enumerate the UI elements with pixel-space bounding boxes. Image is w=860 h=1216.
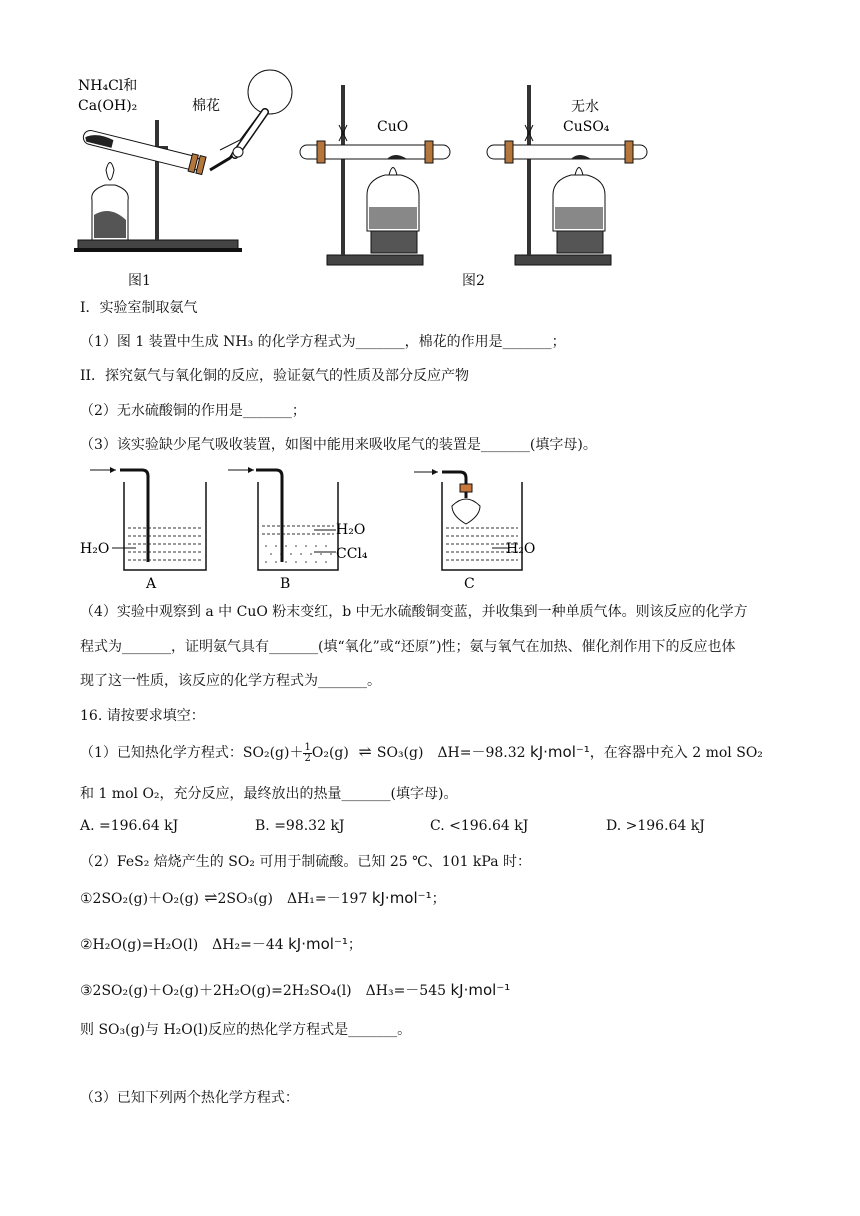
equation-1: ①2SO₂(g)＋O₂(g) ⇌2SO₃(g) ΔH₁=－197 kJ·mol⁻¹； <box>80 888 446 907</box>
equation-3: ③2SO₂(g)＋O₂(g)＋2H₂O(g)=2H₂SO₄(l) ΔH₃=－545 kJ·mol⁻¹ <box>80 981 511 999</box>
question-16-1-line-1: （1）已知热化学方程式：SO₂(g)＋ $\frac{1}{2}$ O₂(g) ⇌ SO₃(g) ΔH=－98.32 kJ·mol⁻¹，在容器中充入 2 mol SO₂ <box>80 741 763 764</box>
figure-1-apparatus <box>70 60 310 265</box>
option-d: D. >196.64 kJ <box>606 818 705 834</box>
absorber-a-letter: A <box>146 576 157 592</box>
question-3: （3）该实验缺少尾气吸收装置，如图中能用来吸收尾气的装置是_______(填字母)。 <box>80 437 597 453</box>
equilibrium-arrow-icon: ⇌ <box>353 742 377 761</box>
cuso4-label-1: 无水 <box>571 99 599 115</box>
question-2: （2）无水硫酸铜的作用是_______； <box>80 403 306 419</box>
equilibrium-arrow-icon: ⇌ <box>199 888 218 907</box>
option-c: C. <196.64 kJ <box>430 818 529 834</box>
question-4-line-3: 现了这一性质，该反应的化学方程式为_______。 <box>80 673 381 689</box>
absorber-c-water: H₂O <box>506 541 536 557</box>
cotton-label: 棉花 <box>192 98 220 114</box>
cuso4-label-2: CuSO₄ <box>563 119 610 135</box>
figure-2-apparatus <box>295 85 665 275</box>
question-16-1-line-2: 和 1 mol O₂，充分反应，最终放出的热量_______(填字母)。 <box>80 786 458 802</box>
absorber-c-letter: C <box>464 576 475 592</box>
absorber-b-letter: B <box>280 576 291 592</box>
question-16-2: （2）FeS₂ 焙烧产生的 SO₂ 可用于制硫酸。已知 25 ℃、101 kPa 时： <box>80 854 531 870</box>
question-1: （1）图 1 装置中生成 NH₃ 的化学方程式为_______，棉花的作用是_______； <box>80 334 566 350</box>
figure-2-caption: 图2 <box>462 273 485 289</box>
absorber-a-water: H₂O <box>80 541 110 557</box>
question-16-heading: 16. 请按要求填空： <box>80 708 205 724</box>
absorber-figures <box>76 462 576 592</box>
question-4-line-2: 程式为_______，证明氨气具有_______(填“氧化”或“还原”)性；氨与氧气在加热、催化剂作用下的反应也体 <box>80 639 736 655</box>
figure-1-caption: 图1 <box>128 273 151 289</box>
reagent-label-1: NH₄Cl和 <box>78 78 138 94</box>
absorber-b-water: H₂O <box>336 522 366 538</box>
absorber-b-ccl4: CCl₄ <box>336 546 368 562</box>
question-16-3: （3）已知下列两个热化学方程式： <box>80 1090 299 1106</box>
section-1-heading: I．实验室制取氨气 <box>80 300 198 316</box>
fraction-half: $\frac{1}{2}$ <box>304 741 311 764</box>
question-16-2-ask: 则 SO₃(g)与 H₂O(l)反应的热化学方程式是_______。 <box>80 1022 412 1038</box>
option-b: B. =98.32 kJ <box>255 818 345 834</box>
reagent-label-2: Ca(OH)₂ <box>78 98 138 114</box>
option-a: A. =196.64 kJ <box>80 818 179 834</box>
cuo-label: CuO <box>377 119 409 135</box>
question-4-line-1: （4）实验中观察到 a 中 CuO 粉末变红，b 中无水硫酸铜变蓝，并收集到一种单质气体。则该反应的化学方 <box>80 604 748 620</box>
section-2-heading: II．探究氨气与氧化铜的反应，验证氨气的性质及部分反应产物 <box>80 368 470 384</box>
equation-2: ②H₂O(g)=H₂O(l) ΔH₂=－44 kJ·mol⁻¹； <box>80 935 362 953</box>
